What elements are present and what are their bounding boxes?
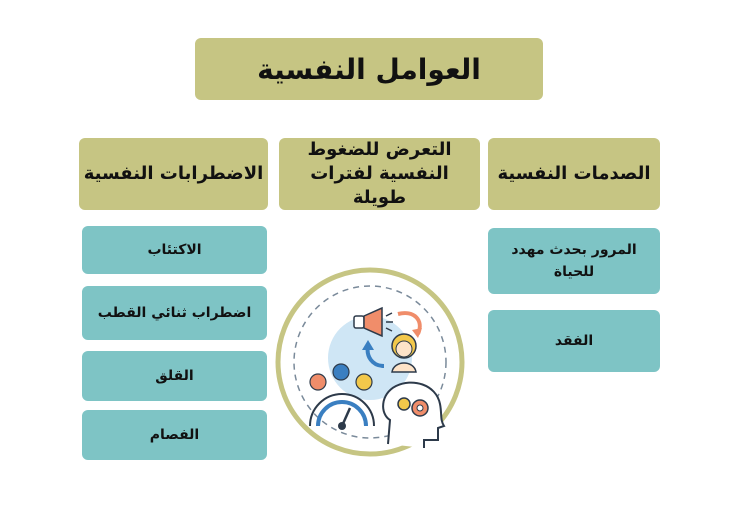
diagram-title: العوامل النفسية — [195, 38, 543, 100]
item-depression: الاكتئاب — [82, 226, 267, 274]
item-life-threatening-event: المرور بحدث مهدد للحياة — [488, 228, 660, 294]
item-loss: الفقد — [488, 310, 660, 372]
head-gears-icon — [383, 383, 444, 448]
header-chronic-stress: التعرض للضغوط النفسية لفترات طويلة — [279, 138, 480, 210]
header-mental-disorders: الاضطرابات النفسية — [79, 138, 268, 210]
header-trauma: الصدمات النفسية — [488, 138, 660, 210]
person-icon — [392, 334, 416, 372]
item-bipolar: اضطراب ثنائي القطب — [82, 286, 267, 340]
item-schizophrenia: الفصام — [82, 410, 267, 460]
item-anxiety: القلق — [82, 351, 267, 401]
